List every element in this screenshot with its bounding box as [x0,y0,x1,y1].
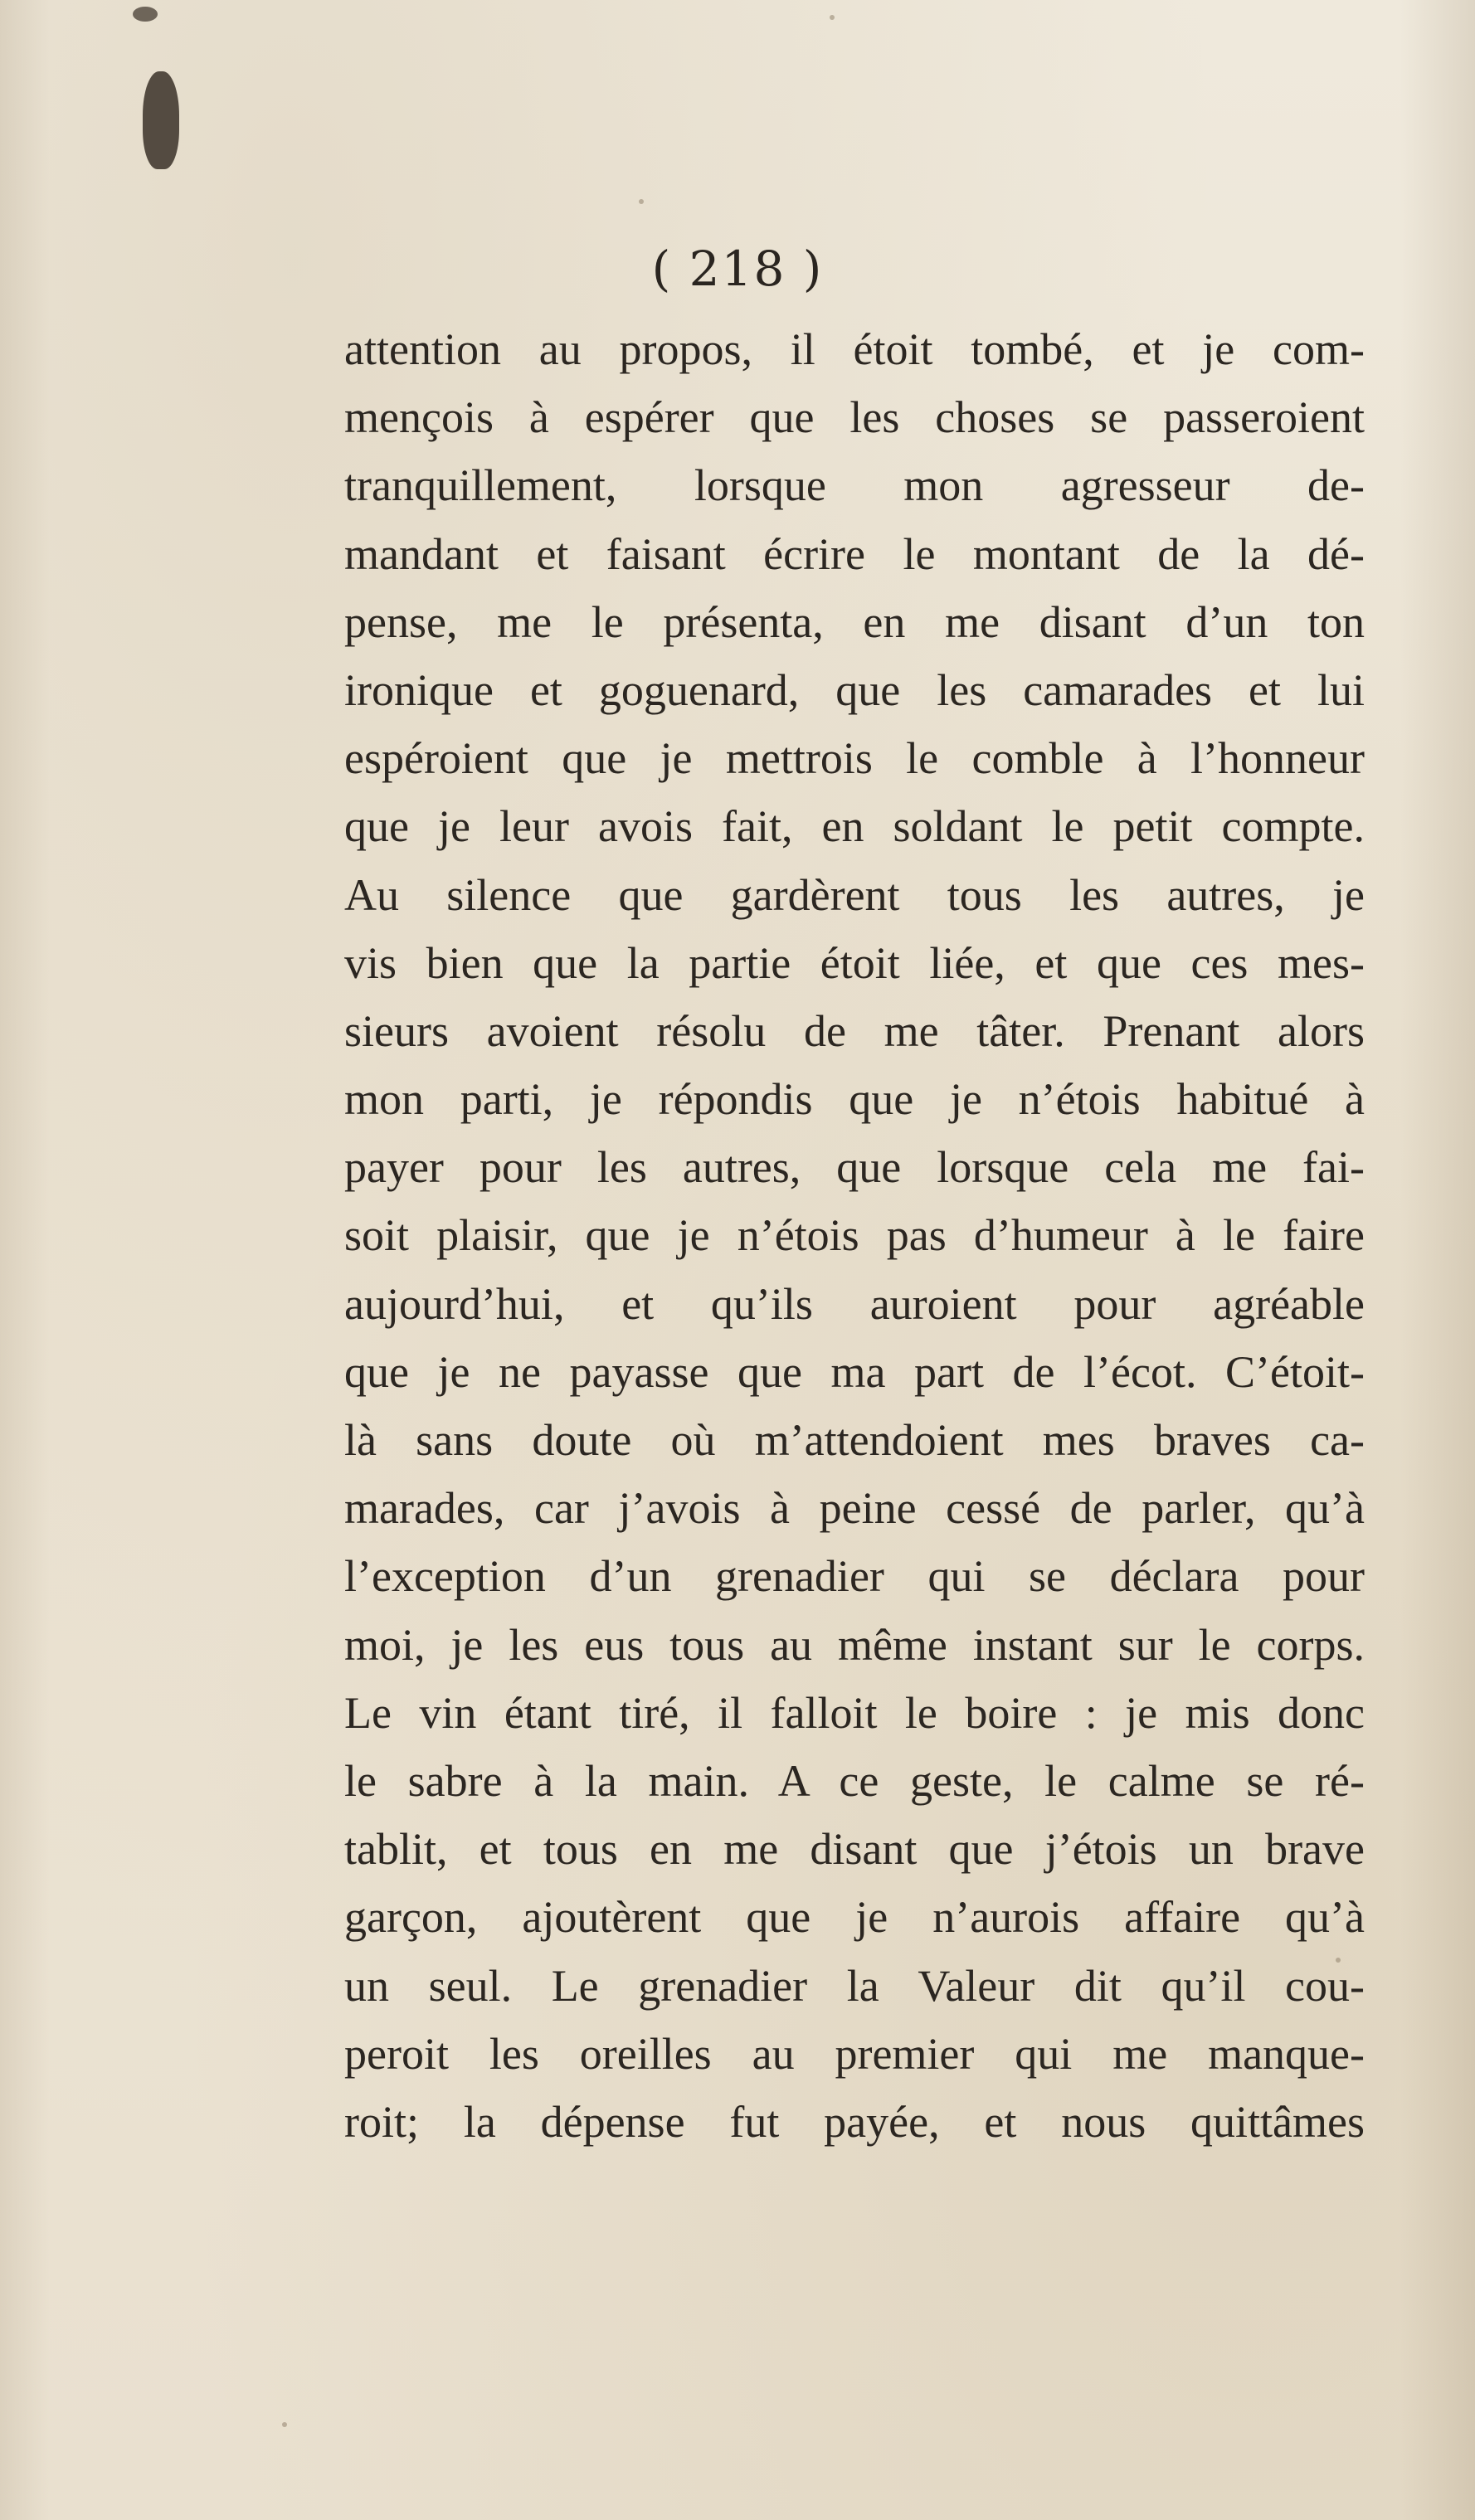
text-line: mon parti, je répondis que je n’étois habitué à [344,1074,1365,1125]
text-line: attention au propos, il étoit tombé, et je com- [344,324,1365,374]
text-line: garçon, ajoutèrent que je n’aurois affaire qu’à [344,1892,1365,1943]
text-line: Au silence que gardèrent tous les autres, je [344,869,1365,920]
paper-speck [639,199,644,204]
text-line: l’exception d’un grenadier qui se déclara pour [344,1551,1365,1602]
body-text [344,315,1365,2156]
text-line: aujourd’hui, et qu’ils auroient pour agréable [344,1278,1365,1329]
text-line: que je ne payasse que ma part de l’écot. C’étoit- [344,1346,1365,1397]
text-line: le sabre à la main. A ce geste, le calme se ré- [344,1755,1365,1806]
text-line: mandant et faisant écrire le montant de la dé- [344,528,1365,579]
paper-speck [282,2422,287,2427]
text-line: tablit, et tous en me disant que j’étois un brave [344,1824,1365,1875]
text-line: un seul. Le grenadier la Valeur dit qu’il cou- [344,1960,1365,2011]
text-line: sieurs avoient résolu de me tâter. Prenant alors [344,1005,1365,1056]
text-line: moi, je les eus tous au même instant sur le corps. [344,1619,1365,1670]
text-line: ironique et goguenard, que les camarades et lui [344,664,1365,715]
text-line: soit plaisir, que je n’étois pas d’humeur à le faire [344,1210,1365,1261]
text-line: peroit les oreilles au premier qui me manque- [344,2028,1365,2079]
text-line: roit; la dépense fut payée, et nous quittâmes [344,2096,1365,2147]
text-line: marades, car j’avois à peine cessé de parler, qu’à [344,1483,1365,1534]
text-line: vis bien que la partie étoit liée, et que ces mes- [344,937,1365,988]
ink-stain [133,7,158,22]
text-line: tranquillement, lorsque mon agresseur de- [344,460,1365,511]
text-line: là sans doute où m’attendoient mes braves ca- [344,1415,1365,1465]
text-line: pense, me le présenta, en me disant d’un ton [344,596,1365,647]
text-line: mençois à espérer que les choses se passeroient [344,392,1365,443]
text-line: espéroient que je mettrois le comble à l’honneur [344,733,1365,784]
text-line: payer pour les autres, que lorsque cela me fai- [344,1142,1365,1193]
ink-blot [143,71,179,169]
text-line: que je leur avois fait, en soldant le petit compte. [344,801,1365,852]
text-line: Le vin étant tiré, il falloit le boire : je mis donc [344,1687,1365,1738]
paper-speck [830,15,835,20]
page-number: ( 218 ) [651,241,824,297]
